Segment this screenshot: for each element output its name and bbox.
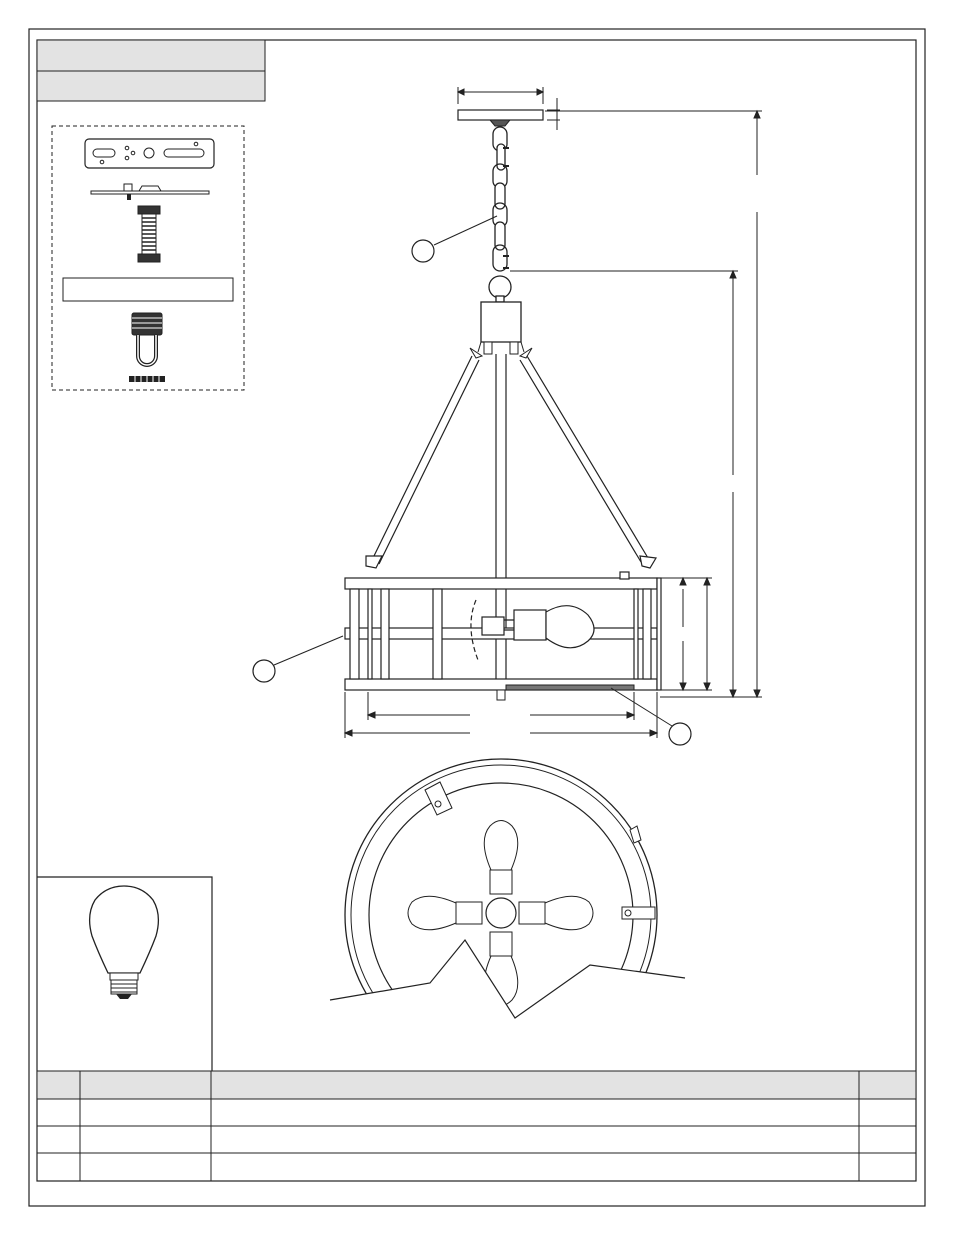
bulb-panel — [37, 877, 212, 1071]
center-hub — [470, 302, 532, 358]
canopy-width-dimension — [458, 87, 543, 104]
width-dimensions — [345, 690, 657, 738]
hardware-kit — [52, 126, 244, 390]
crossbar-icon — [91, 184, 209, 200]
threaded-nipple-icon — [138, 206, 160, 262]
callout-frame — [253, 636, 343, 682]
diffuser-band — [506, 685, 634, 690]
ceiling-canopy — [458, 110, 543, 126]
a19-bulb-icon — [90, 886, 159, 999]
inner-border — [37, 40, 916, 1181]
socket-bulb-side — [471, 600, 594, 660]
canopy-loop-icon — [129, 313, 165, 382]
callout-chain — [412, 216, 497, 262]
canopy-height-dimension — [547, 98, 560, 130]
chain — [489, 127, 511, 302]
title-block — [37, 40, 265, 101]
bottom-view — [345, 759, 657, 1071]
mounting-strap-icon — [85, 139, 214, 168]
body-height-dimension — [660, 578, 712, 690]
bracket-label-box — [63, 278, 233, 301]
outer-border — [29, 29, 925, 1206]
parts-table — [37, 1071, 916, 1181]
